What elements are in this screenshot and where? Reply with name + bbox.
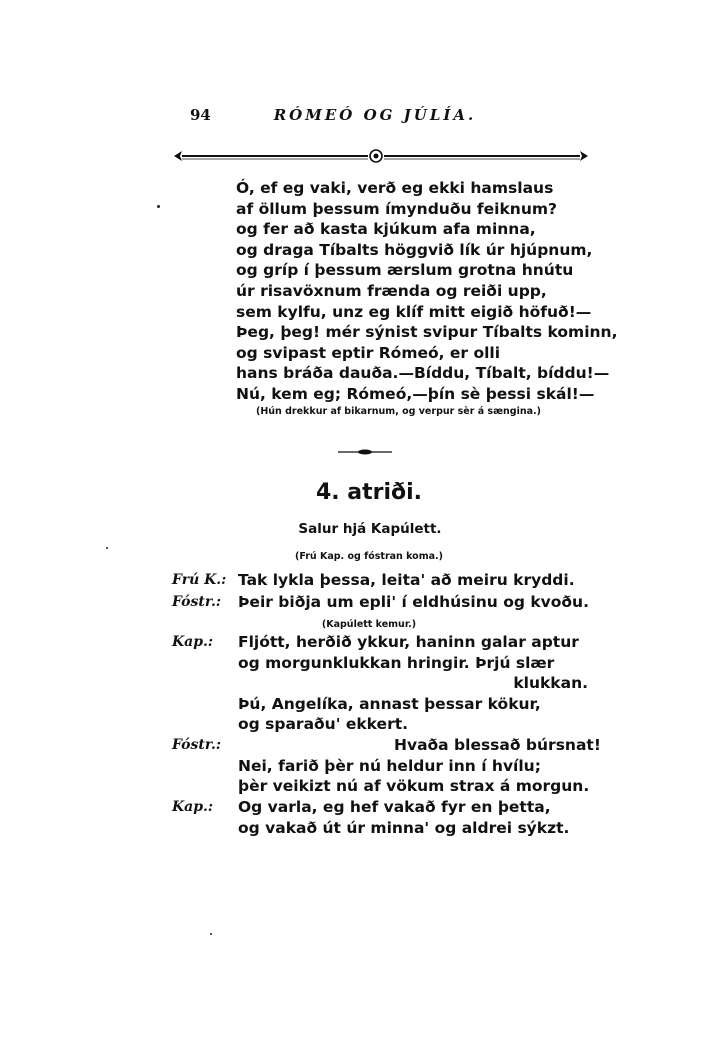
speech	[238, 570, 638, 591]
verse-line: Þeg, þeg! mér sýnist svipur Tíbalts kominn,	[236, 323, 618, 342]
verse-line: og fer að kasta kjúkum afa minna,	[236, 220, 536, 239]
scene-title: 4. atriði.	[315, 480, 423, 505]
dialogue-entry	[172, 632, 632, 742]
verse-line: sem kylfu, unz eg klíf mitt eigið höfuð!—	[236, 302, 592, 321]
page-number: 94	[190, 106, 211, 124]
speaker-label: Kap.:	[172, 799, 214, 815]
verse-line: og gríp í þessum ærslum grotna hnútu	[236, 261, 574, 280]
section-divider	[338, 447, 392, 457]
speech-line: Og varla, eg hef vakað fyr en þetta,	[238, 798, 551, 816]
speech-line: og sparaðu' ekkert.	[238, 715, 409, 734]
speech-line: Þeir biðja um epli' í eldhúsinu og kvoðu.	[238, 593, 589, 611]
speech-line: og morgunklukkan hringir. Þrjú slær	[238, 653, 555, 672]
running-title: RÓMEÓ OG JÚLÍA.	[273, 106, 477, 124]
speech-line: Þú, Angelíka, annast þessar kökur,	[238, 694, 541, 713]
verse-line: Nú, kem eg; Rómeó,—þín sè þessi skál!—	[236, 384, 595, 403]
speech	[238, 632, 638, 735]
speaker-label: Fóstr.:	[172, 737, 221, 753]
speech-line: þèr veikizt nú af vökum strax á morgun.	[238, 777, 590, 796]
paper-speck	[157, 205, 160, 208]
paper-speck	[106, 547, 108, 549]
paper-speck	[210, 933, 212, 935]
verse-line: hans bráða dauða.—Bíddu, Tíbalt, bíddu!—	[236, 364, 610, 383]
dialogue-entry	[172, 570, 632, 592]
speech-line: Fljótt, herðið ykkur, haninn galar aptur	[238, 633, 579, 651]
verse-line: af öllum þessum ímynduðu feiknum?	[236, 199, 557, 218]
stage-direction: (Hún drekkur af bikarnum, og verpur sèr á sængina.)	[256, 405, 541, 417]
speech-line: klukkan.	[513, 674, 588, 693]
speech	[238, 797, 638, 838]
monologue-verse	[236, 178, 616, 419]
ornamental-rule	[172, 146, 590, 166]
dialogue-entry	[172, 735, 632, 799]
speech-line: Hvaða blessað búrsnat!	[394, 736, 601, 754]
speech	[238, 735, 638, 797]
dialogue-entry	[172, 592, 632, 614]
speech-line: Nei, farið þèr nú heldur inn í hvílu;	[238, 756, 541, 775]
stage-direction: (Frú Kap. og fóstran koma.)	[295, 551, 443, 562]
scene-setting: Salur hjá Kapúlett.	[298, 521, 442, 537]
verse-line: Ó, ef eg vaki, verð eg ekki hamslaus	[236, 179, 554, 197]
speaker-label: Frú K.:	[172, 572, 227, 588]
page-header	[0, 106, 720, 130]
verse-line: úr risavöxnum frænda og reiði upp,	[236, 281, 547, 300]
stage-direction: (Kapúlett kemur.)	[321, 619, 417, 630]
speech-line: Tak lykla þessa, leita' að meiru kryddi.	[238, 571, 575, 589]
speech	[238, 592, 638, 613]
verse-line: og draga Tíbalts höggvið lík úr hjúpnum,	[236, 240, 593, 259]
dialogue-entry	[172, 797, 632, 841]
speech-line: og vakað út úr minna' og aldrei sýkzt.	[238, 818, 570, 837]
verse-line: og svipast eptir Rómeó, er olli	[236, 343, 501, 362]
speaker-label: Fóstr.:	[172, 594, 221, 610]
speaker-label: Kap.:	[172, 634, 214, 650]
